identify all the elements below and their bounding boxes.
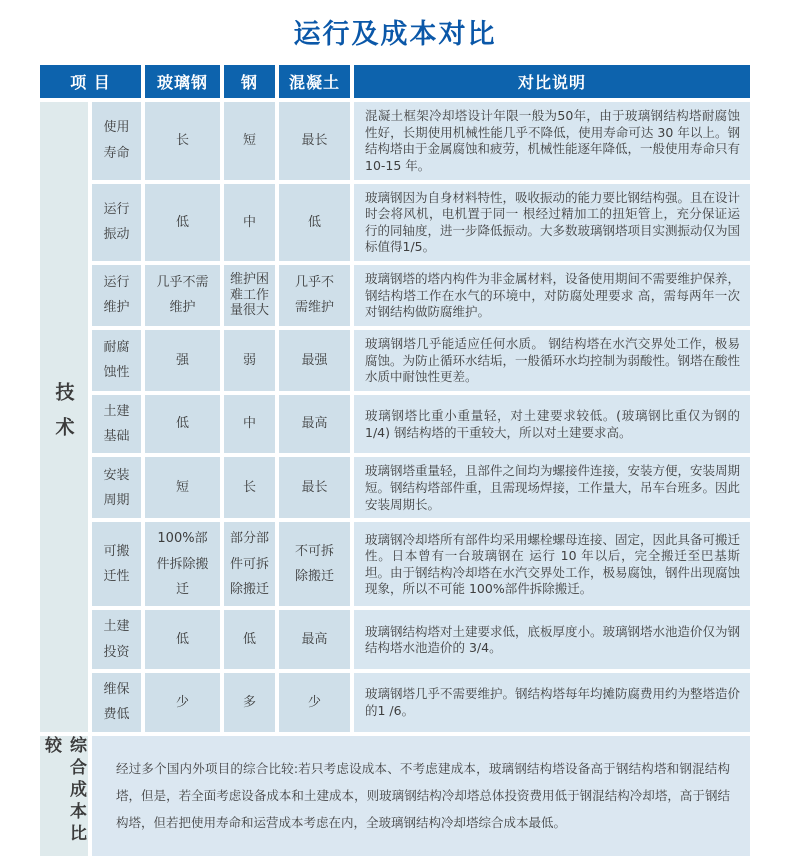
row-label: 耐腐蚀性 xyxy=(92,330,141,391)
row-description xyxy=(354,673,750,732)
row-description-text: 玻璃钢冷却塔所有部件均采用螺栓螺母连接、固定，因此具备可搬迁性。日本曾有一台玻璃钢在 运行 10 年以后，完全搬迁至巴基斯坦。由于钢结构冷却塔在水汽交界处工作，极易腐蚀，钢件出现腐蚀现象，所以不可能 100%部件拆除搬迁。 xyxy=(365,531,741,597)
row-description xyxy=(354,265,750,326)
value-steel: 多 xyxy=(224,673,275,732)
row-description xyxy=(354,184,750,262)
row-label: 使用寿命 xyxy=(92,102,141,180)
row-label: 维保费低 xyxy=(92,673,141,732)
summary-description xyxy=(92,736,750,856)
column-header-concrete: 混凝土 xyxy=(279,65,350,98)
value-concrete: 最长 xyxy=(279,102,350,180)
row-label: 安装周期 xyxy=(92,457,141,518)
value-steel: 长 xyxy=(224,457,275,518)
row-label: 土建投资 xyxy=(92,610,141,669)
row-description-text: 玻璃钢结构塔对土建要求低，底板厚度小。玻璃钢塔水池造价仅为钢结构塔水池造价的 3/4。 xyxy=(365,623,741,656)
value-steel: 短 xyxy=(224,102,275,180)
category-label-overall-cost: 综合成本比较 xyxy=(41,735,86,846)
row-description-text: 玻璃钢塔几乎能适应任何水质。 钢结构塔在水汽交界处工作，极易腐蚀。为防止循环水结垢，一般循环水均控制为弱酸性。钢塔在酸性水质中耐蚀性更差。 xyxy=(365,335,741,385)
row-description xyxy=(354,102,750,180)
row-description-text: 玻璃钢塔重量轻，且部件之间均为螺接件连接，安装方便，安装周期短。钢结构塔部件重，且需现场焊接，工作量大，吊车台班多。因此安装周期长。 xyxy=(365,463,741,512)
value-frp: 低 xyxy=(145,184,220,262)
value-concrete: 最高 xyxy=(279,610,350,669)
value-concrete: 最高 xyxy=(279,395,350,454)
value-steel: 低 xyxy=(224,610,275,669)
row-description-text: 玻璃钢塔几乎不需要维护。钢结构塔每年均摊防腐费用约为整塔造价的1 /6。 xyxy=(365,686,741,718)
row-description-text: 混凝土框架冷却塔设计年限一般为50年，由于玻璃钢结构塔耐腐蚀性好，长期使用机械性能几乎不降低，使用寿命可达 30 年以上。钢结构塔由于金属腐蚀和疲劳，机械性能逐年降低，一般使用寿命只有10-15 年。 xyxy=(365,108,741,173)
row-label: 土建基础 xyxy=(92,395,141,454)
row-description xyxy=(354,395,750,454)
value-frp: 低 xyxy=(145,610,220,669)
value-frp: 100%部件拆除搬迁 xyxy=(145,522,220,606)
summary-description-text: 经过多个国内外项目的综合比较:若只考虑设成本、不考虑建成本，玻璃钢结构塔设备高于钢结构塔和钢混结构塔，但是，若全面考虑设备成本和土建成本，则玻璃钢结构冷却塔总体投资费用低于钢混结构冷却塔，高于钢结构塔，但若把使用寿命和运营成本考虑在内，全玻璃钢结构冷却塔综合成本最低。 xyxy=(116,761,730,831)
row-description xyxy=(354,457,750,518)
value-concrete: 少 xyxy=(279,673,350,732)
column-header-description: 对比说明 xyxy=(354,65,750,98)
value-concrete: 几乎不需维护 xyxy=(279,265,350,326)
value-frp: 短 xyxy=(145,457,220,518)
comparison-table xyxy=(40,65,750,856)
category-cell-technical xyxy=(40,102,88,732)
value-frp: 低 xyxy=(145,395,220,454)
row-description xyxy=(354,330,750,391)
value-steel: 弱 xyxy=(224,330,275,391)
value-frp: 少 xyxy=(145,673,220,732)
row-label: 可搬迁性 xyxy=(92,522,141,606)
value-frp: 几乎不需维护 xyxy=(145,265,220,326)
value-concrete: 最强 xyxy=(279,330,350,391)
row-description-text: 玻璃钢因为自身材料特性，吸收振动的能力要比钢结构强。且在设计时会将风机，电机置于同一 根经过精加工的扭矩管上，充分保证运行的同轴度，进一步降低振动。大多数玻璃钢塔项目实测振动仅为国标值得1/5。 xyxy=(365,189,741,255)
value-steel: 中 xyxy=(224,184,275,262)
row-description xyxy=(354,610,750,669)
value-concrete: 低 xyxy=(279,184,350,262)
value-steel: 中 xyxy=(224,395,275,454)
column-header-frp: 玻璃钢 xyxy=(145,65,220,98)
value-steel: 部分部件可拆除搬迁 xyxy=(224,522,275,606)
row-label: 运行维护 xyxy=(92,265,141,326)
row-description-text: 玻璃钢塔的塔内构件为非金属材料，设备使用期间不需要维护保养，钢结构塔工作在水气的环境中，对防腐处理要求 高，需每两年一次对钢结构做防腐维护。 xyxy=(365,271,741,320)
value-frp: 强 xyxy=(145,330,220,391)
row-label: 运行振动 xyxy=(92,184,141,262)
category-cell-overall-cost xyxy=(40,736,88,856)
value-concrete: 不可拆除搬迁 xyxy=(279,522,350,606)
column-header-steel: 钢 xyxy=(224,65,275,98)
column-header-item: 项 目 xyxy=(40,65,141,98)
page-title: 运行及成本对比 xyxy=(293,19,497,50)
value-steel: 维护困难工作量很大 xyxy=(224,265,275,326)
row-description xyxy=(354,522,750,606)
row-description-text: 玻璃钢塔比重小重量轻，对土建要求较低。(玻璃钢比重仅为钢的 1/4) 钢结构塔的干重较大，所以对土建要求高。 xyxy=(365,407,740,440)
category-label-technical: 技术 xyxy=(52,381,75,452)
value-concrete: 最长 xyxy=(279,457,350,518)
value-frp: 长 xyxy=(145,102,220,180)
